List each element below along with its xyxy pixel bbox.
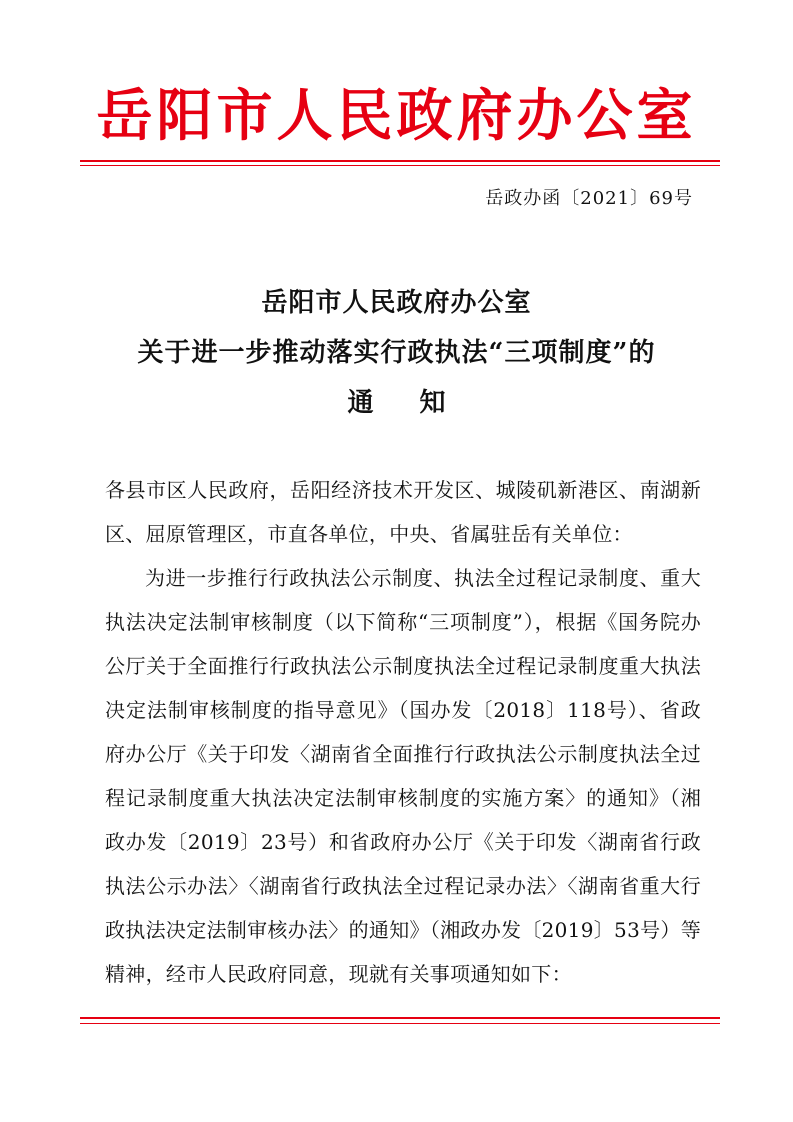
footer-red-line-thick (80, 1017, 720, 1019)
title-line-notice: 通知 (347, 388, 492, 418)
footer-red-line-thin (80, 1023, 720, 1024)
document-body (105, 468, 701, 996)
recipients-paragraph: 各县市区人民政府，岳阳经济技术开发区、城陵矶新港区、南湖新区、屈原管理区，市直各单位，中央、省属驻岳有关单位： (105, 478, 701, 546)
title-line-subject: 关于进一步推动落实行政执法“三项制度”的 (137, 338, 656, 368)
document-number: 岳政办函〔2021〕69号 (485, 188, 693, 209)
issuing-office-masthead: 岳阳市人民政府办公室 (96, 84, 697, 149)
body-paragraph: 为进一步推行行政执法公示制度、执法全过程记录制度、重大执法决定法制审核制度（以下简称“三项制度”），根据《国务院办公厅关于全面推行行政执法公示制度执法全过程记录制度重大执法决定法制审核制度的指导意见》（国办发〔2018〕118号）、省政府办公厅《关于印发〈湖南省全面推行行政执法公示制度执法全过程记录制度重大执法决定法制审核制度的实施方案〉的通知》（湘政办发〔2019〕23号）和省政府办公厅《关于印发〈湖南省行政执法公示办法〉〈湖南省行政执法全过程记录办法〉〈湖南省重大行政执法决定法制审核办法〉的通知》（湘政办发〔2019〕53号）等精神，经市人民政府同意，现就有关事项通知如下： (105, 566, 701, 986)
masthead-red-line-thin (80, 165, 720, 166)
masthead-red-line-thick (80, 160, 720, 162)
title-line-issuer: 岳阳市人民政府办公室 (261, 288, 532, 318)
